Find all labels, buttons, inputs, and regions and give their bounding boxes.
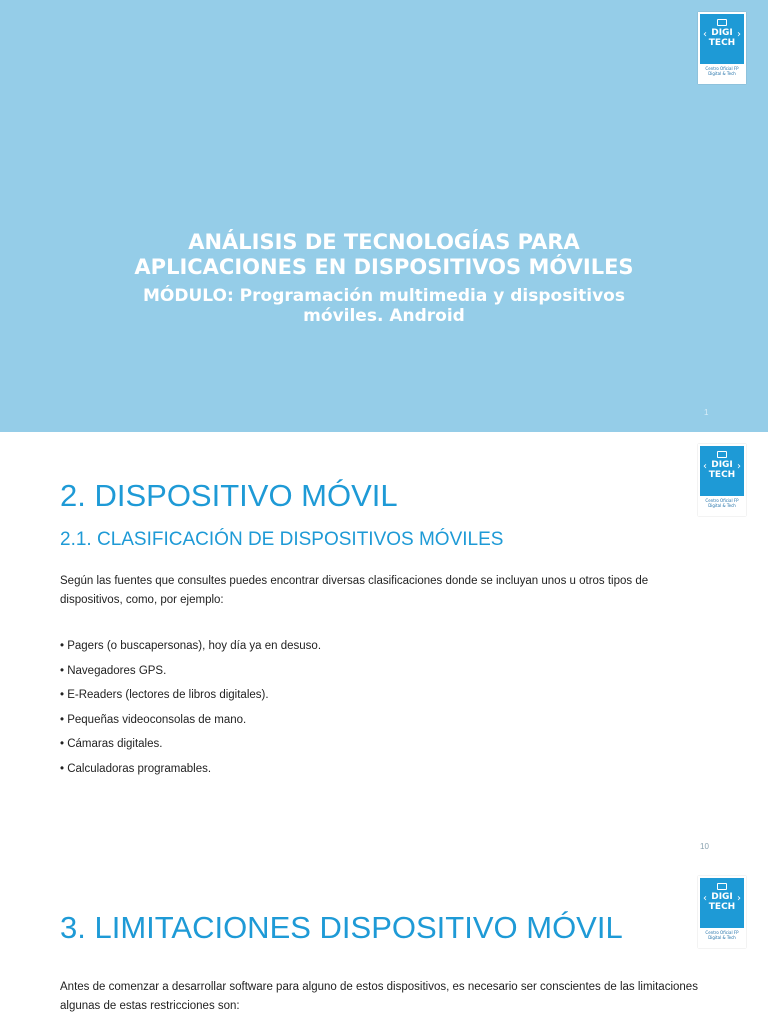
presentation-subtitle: [90, 286, 678, 326]
logo-caption-line2: Digital & Tech: [708, 503, 736, 508]
chevron-right-icon: ›: [737, 893, 741, 904]
logo-line2: TECH: [708, 38, 736, 48]
list-item: • Navegadores GPS.: [60, 664, 167, 677]
intro-line2: dispositivos, como, por ejemplo:: [60, 594, 224, 606]
subtitle-line2: móviles. Android: [303, 306, 465, 326]
logo-caption: [698, 66, 746, 76]
title-line1: ANÁLISIS DE TECNOLOGÍAS PARA: [188, 230, 580, 254]
slide-title: [0, 0, 768, 432]
slide-subheading: 2.1. CLASIFICACIÓN DE DISPOSITIVOS MÓVILES: [60, 529, 504, 550]
slide-heading: 2. DISPOSITIVO MÓVIL: [60, 478, 398, 513]
list-item: • Pequeñas videoconsolas de mano.: [60, 713, 247, 726]
logo-caption: [698, 930, 746, 940]
chevron-right-icon: ›: [737, 461, 741, 472]
slide-heading: 3. LIMITACIONES DISPOSITIVO MÓVIL: [60, 910, 623, 945]
logo-caption-line1: Centro Oficial FP: [705, 66, 739, 71]
logo-badge: [700, 446, 744, 496]
logo-badge: [700, 878, 744, 928]
chevron-right-icon: ›: [737, 29, 741, 40]
intro-line1: Antes de comenzar a desarrollar software para alguno de estos dispositivos, es necesario ser conscientes de las limitaciones: [60, 981, 698, 993]
digitech-logo: [698, 12, 746, 84]
list-item: • Calculadoras programables.: [60, 762, 212, 775]
intro-paragraph: [60, 572, 660, 610]
chevron-left-icon: ‹: [703, 29, 707, 40]
logo-line1: DIGI: [711, 28, 733, 38]
intro-line2: algunas de estas restricciones son:: [60, 1000, 240, 1012]
device-list: [60, 637, 321, 785]
digitech-logo: [698, 876, 746, 948]
monitor-icon: [717, 19, 727, 26]
logo-caption-line2: Digital & Tech: [708, 71, 736, 76]
digitech-logo: [698, 444, 746, 516]
logo-caption-line2: Digital & Tech: [708, 935, 736, 940]
presentation-title: [60, 230, 708, 280]
slide-dispositivo-movil: [0, 432, 768, 864]
chevron-left-icon: ‹: [703, 461, 707, 472]
slide-limitaciones: [0, 864, 768, 1024]
logo-caption-line1: Centro Oficial FP: [705, 930, 739, 935]
monitor-icon: [717, 883, 727, 890]
logo-line2: TECH: [708, 470, 736, 480]
title-line2: APLICACIONES EN DISPOSITIVOS MÓVILES: [134, 255, 634, 279]
logo-line1: DIGI: [711, 460, 733, 470]
chevron-left-icon: ‹: [703, 893, 707, 904]
logo-caption: [698, 498, 746, 508]
logo-caption-line1: Centro Oficial FP: [705, 498, 739, 503]
logo-line2: TECH: [708, 902, 736, 912]
page-number: 10: [700, 842, 709, 851]
page-number: 1: [704, 408, 709, 417]
subtitle-line1: MÓDULO: Programación multimedia y dispositivos: [143, 286, 625, 306]
list-item: • E-Readers (lectores de libros digitales).: [60, 689, 269, 702]
list-item: • Cámaras digitales.: [60, 738, 163, 751]
intro-line1: Según las fuentes que consultes puedes encontrar diversas clasificaciones donde se incluyan unos u otros tipos de: [60, 575, 649, 587]
intro-paragraph: [60, 978, 710, 1016]
logo-badge: [700, 14, 744, 64]
monitor-icon: [717, 451, 727, 458]
logo-line1: DIGI: [711, 892, 733, 902]
list-item: • Pagers (o buscapersonas), hoy día ya en desuso.: [60, 640, 322, 652]
